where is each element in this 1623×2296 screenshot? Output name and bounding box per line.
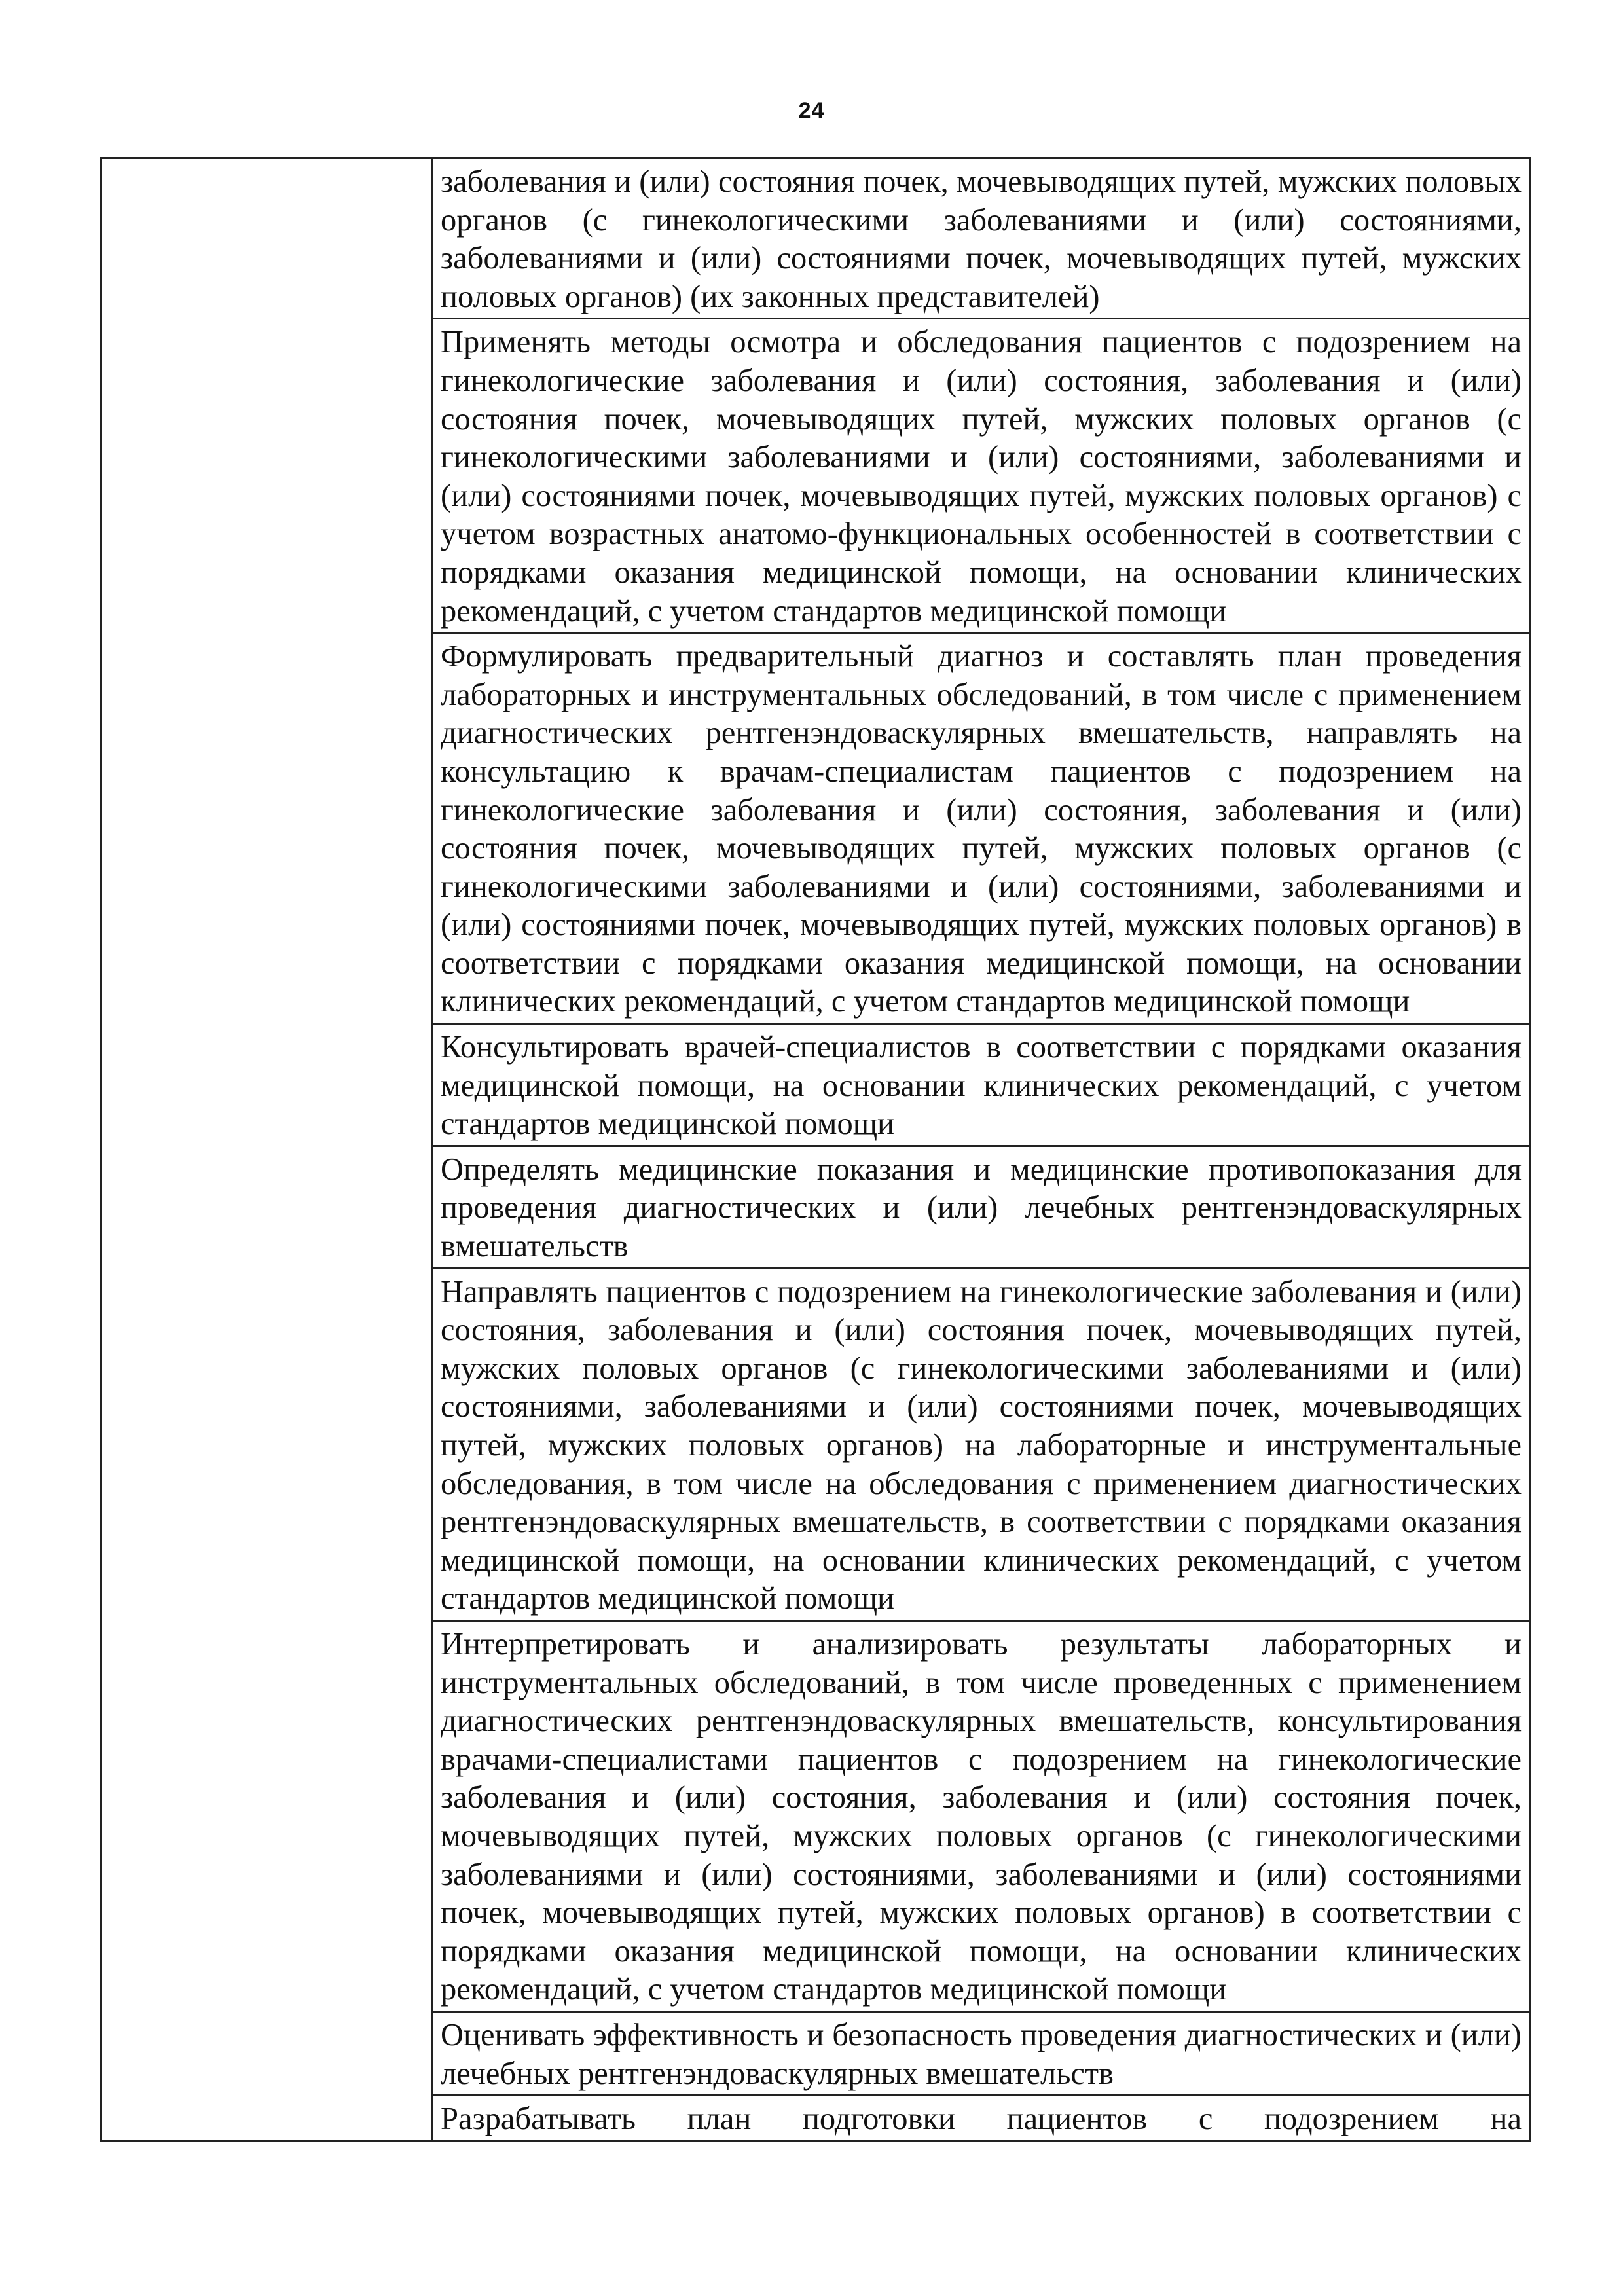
skill-cell-medical-indications: Определять медицинские показания и медицинские противопоказания для проведения диагностических и (или) лечебных рентгенэндоваскулярных вмешательств	[432, 1146, 1531, 1268]
table-row	[101, 158, 1531, 319]
skill-cell-consult-specialists: Консультировать врачей-специалистов в соответствии с порядками оказания медицинской помощи, на основании клинических рекомендаций, с учетом стандартов медицинской помощи	[432, 1024, 1531, 1146]
skill-cell-refer-patients: Направлять пациентов с подозрением на гинекологические заболевания и (или) состояния, заболевания и (или) состояния почек, мочевыводящих путей, мужских половых органов (с гинекологическими заболеваниями и (или) состояниями, заболеваниями и (или) состояниями почек, мочевыводящих путей, мужских половых органов) на лабораторные и инструментальные обследования, в том числе на обследования с применением диагностических рентгенэндоваскулярных вмешательств, в соответствии с порядками оказания медицинской помощи, на основании клинических рекомендаций, с учетом стандартов медицинской помощи	[432, 1268, 1531, 1620]
skill-cell-examination-methods: Применять методы осмотра и обследования пациентов с подозрением на гинекологические заболевания и (или) состояния, заболевания и (или) состояния почек, мочевыводящих путей, мужских половых органов (с гинекологическими заболеваниями и (или) состояниями, заболеваниями и (или) состояниями почек, мочевыводящих путей, мужских половых органов) с учетом возрастных анатомо-функциональных особенностей в соответствии с порядками оказания медицинской помощи, на основании клинических рекомендаций, с учетом стандартов медицинской помощи	[432, 319, 1531, 633]
empty-left-cell	[101, 158, 432, 2141]
skill-cell-preparation-plan: Разрабатывать план подготовки пациентов с подозрением на	[432, 2096, 1531, 2141]
skill-cell-interpret-results: Интерпретировать и анализировать результаты лабораторных и инструментальных обследований, в том числе проведенных с применением диагностических рентгенэндоваскулярных вмешательств, консультирования врачами-специалистами пациентов с подозрением на гинекологические заболевания и (или) состояния, заболевания и (или) состояния почек, мочевыводящих путей, мужских половых органов (с гинекологическими заболеваниями и (или) состояниями, заболеваниями и (или) состояниями почек, мочевыводящих путей, мужских половых органов) в соответствии с порядками оказания медицинской помощи, на основании клинических рекомендаций, с учетом стандартов медицинской помощи	[432, 1620, 1531, 2011]
competency-table	[100, 157, 1531, 2142]
skill-cell-preliminary-diagnosis: Формулировать предварительный диагноз и составлять план проведения лабораторных и инструментальных обследований, в том числе с применением диагностических рентгенэндоваскулярных вмешательств, направлять на консультацию к врачам-специалистам пациентов с подозрением на гинекологические заболевания и (или) состояния, заболевания и (или) состояния почек, мочевыводящих путей, мужских половых органов (с гинекологическими заболеваниями и (или) состояниями, заболеваниями и (или) состояниями почек, мочевыводящих путей, мужских половых органов) в соответствии с порядками оказания медицинской помощи, на основании клинических рекомендаций, с учетом стандартов медицинской помощи	[432, 633, 1531, 1024]
page-number: 24	[798, 98, 825, 123]
skill-cell-evaluate-effectiveness: Оценивать эффективность и безопасность проведения диагностических и (или) лечебных рентгенэндоваскулярных вмешательств	[432, 2011, 1531, 2095]
skill-cell-continuation: заболевания и (или) состояния почек, мочевыводящих путей, мужских половых органов (с гинекологическими заболеваниями и (или) состояниями, заболеваниями и (или) состояниями почек, мочевыводящих путей, мужских половых органов) (их законных представителей)	[432, 158, 1531, 319]
